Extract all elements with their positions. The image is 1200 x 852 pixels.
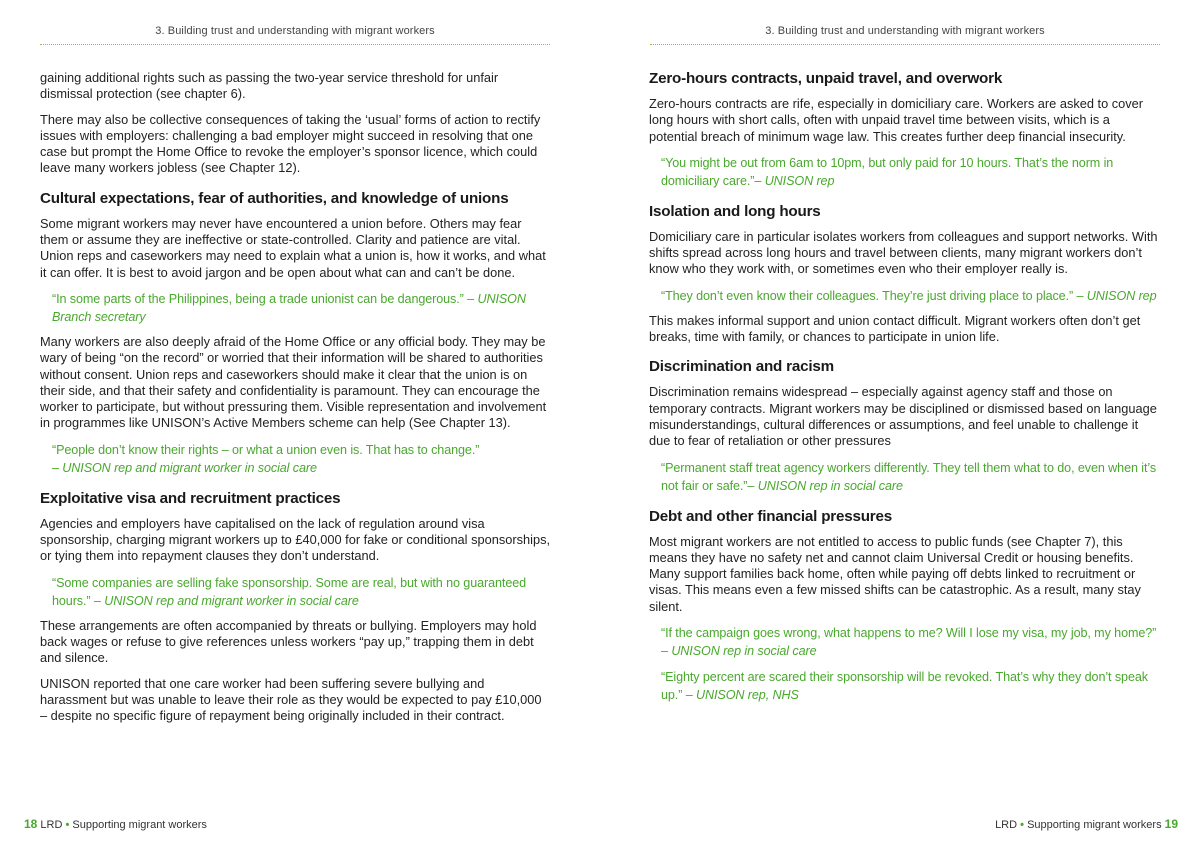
pull-quote	[661, 624, 1161, 660]
quote-source: UNISON Branch secretary	[52, 291, 526, 324]
section-heading: Debt and other financial pressures	[649, 507, 893, 525]
quote-source: UNISON rep and migrant worker in social care	[104, 593, 359, 608]
quote-text: “If the campaign goes wrong, what happens to me? Will I lose my visa, my job, my home?” –	[661, 626, 1157, 659]
pull-quote	[661, 287, 1161, 305]
quote-source: UNISON rep	[764, 173, 835, 188]
quote-text: “They don’t even know their colleagues. They’re just driving place to place.” –	[661, 288, 1087, 303]
paragraph: gaining additional rights such as passing the two-year service threshold for unfair dismissal protection (see chapter 6).	[40, 70, 499, 102]
page-number: 18	[24, 817, 38, 831]
publisher: LRD	[40, 819, 63, 831]
pull-quote	[52, 290, 552, 326]
paragraph: This makes informal support and union contact difficult. Migrant workers often don’t get breaks, time with family, or chances to participate in union life.	[649, 312, 1141, 345]
section-heading: Isolation and long hours	[649, 202, 821, 220]
pull-quote	[52, 574, 552, 610]
paragraph: Some migrant workers may never have encountered a union before. Others may fear them or assume they are ineffective or state-controlled. Clarity and patience are vital. Union reps and caseworkers may need to explain what a union is, how it works, and what it can offer. It is best to avoid jargon and be open about what can and can’t be done.	[40, 215, 546, 280]
section-heading: Cultural expectations, fear of authorities, and knowledge of unions	[40, 189, 509, 207]
paragraph: These arrangements are often accompanied by threats or bullying. Employers may hold back wages or refuse to give references unless workers “pay up,” trapping them in debt and silence.	[40, 617, 537, 666]
quote-text: “Some companies are selling fake sponsorship. Some are real, but with no guaranteed hours.” –	[52, 575, 527, 608]
bullet-icon: •	[1020, 819, 1024, 831]
quote-text: “You might be out from 6am to 10pm, but only paid for 10 hours. That’s the norm in domiciliary care.”–	[661, 155, 1114, 188]
pull-quote	[661, 668, 1161, 704]
right-content	[649, 70, 1161, 712]
paragraph: Zero-hours contracts are rife, especially in domiciliary care. Workers are asked to cover long hours with short calls, often with unpaid travel time between visits, which is a potential breach of minimum wage law. This creates further deep financial insecurity.	[649, 96, 1144, 144]
pull-quote	[52, 441, 552, 477]
page-number: 19	[1164, 817, 1178, 831]
section-heading: Exploitative visa and recruitment practices	[40, 489, 341, 507]
paragraph: Most migrant workers are not entitled to access to public funds (see Chapter 7), this means they have no safety net and cannot claim Universal Credit or housing benefits. Many support families back home, often while paying off debts linked to recruitment or visas. This means even a few missed shifts can be catastrophic. As a result, many stay silent.	[649, 533, 1141, 614]
left-content	[40, 70, 552, 733]
section-heading: Zero-hours contracts, unpaid travel, and overwork	[649, 70, 1003, 87]
running-head: 3. Building trust and understanding with migrant workers	[765, 25, 1045, 37]
quote-text: “Permanent staff treat agency workers differently. They tell them what to do, even when it’s not fair or safe.”–	[661, 460, 1157, 493]
paragraph: UNISON reported that one care worker had been suffering severe bullying and harassment but was unable to leave their role as they would be expected to pay £10,000 – despite no specific figure of repayment being originally included in their contract.	[40, 675, 542, 724]
paragraph: There may also be collective consequences of taking the ‘usual’ forms of action to rectify issues with employers: challenging a bad employer might succeed in resolving that one case but prompt the Home Office to revoke the employer’s sponsor licence, which could leave many workers jobless (see Chapter 12).	[40, 111, 541, 176]
right-page	[600, 0, 1200, 852]
bullet-icon: •	[65, 819, 70, 831]
quote-source: UNISON rep, NHS	[696, 688, 799, 703]
publisher: LRD	[995, 819, 1018, 831]
publication-title: Supporting migrant workers	[72, 819, 207, 831]
quote-text: “Eighty percent are scared their sponsorship will be revoked. That’s why they don’t speak up.” –	[661, 670, 1148, 703]
pull-quote	[661, 154, 1161, 190]
page-footer	[24, 817, 207, 831]
running-head: 3. Building trust and understanding with migrant workers	[155, 25, 435, 37]
header-rule	[650, 44, 1160, 45]
quote-source: UNISON rep	[1086, 288, 1157, 303]
paragraph: Discrimination remains widespread – especially against agency staff and those on temporary contracts. Migrant workers may be disciplined or dismissed based on language misunderstandings, cultural differences or assumptions, and feel unable to challenge it due to fear of retaliation or other pressures	[649, 384, 1157, 449]
quote-source: UNISON rep in social care	[671, 644, 817, 659]
paragraph: Many workers are also deeply afraid of the Home Office or any official body. They may be wary of being “on the record” or worried that their information will be shared to authorities without consent. Union reps and caseworkers should make it clear that the union is on their side, and that their safety and confidentiality is paramount. They can encourage the worker to participate, but without pressuring them. Visible representation and involvement in programmes like UNISON’s Active Members scheme can help (See Chapter 13).	[40, 333, 547, 431]
page-footer	[995, 817, 1178, 831]
quote-text: “In some parts of the Philippines, being a trade unionist can be dangerous.” –	[52, 291, 478, 306]
quote-text: “People don’t know their rights – or what a union even is. That has to change.”	[52, 442, 480, 457]
paragraph: Agencies and employers have capitalised on the lack of regulation around visa sponsorship, charging migrant workers up to £40,000 for fake or conditional sponsorships, or tying them into repayment clauses they don’t understand.	[40, 515, 551, 564]
header-rule	[40, 44, 550, 45]
pull-quote	[661, 459, 1161, 495]
paragraph: Domiciliary care in particular isolates workers from colleagues and support networks. With shifts spread across long hours and travel between clients, many migrant workers don’t know who they work with, or sometimes even who their employer really is.	[649, 228, 1158, 277]
publication-title: Supporting migrant workers	[1027, 819, 1162, 831]
section-heading: Discrimination and racism	[649, 358, 834, 376]
quote-source: UNISON rep in social care	[757, 478, 903, 493]
quote-source: – UNISON rep and migrant worker in social care	[52, 460, 317, 475]
